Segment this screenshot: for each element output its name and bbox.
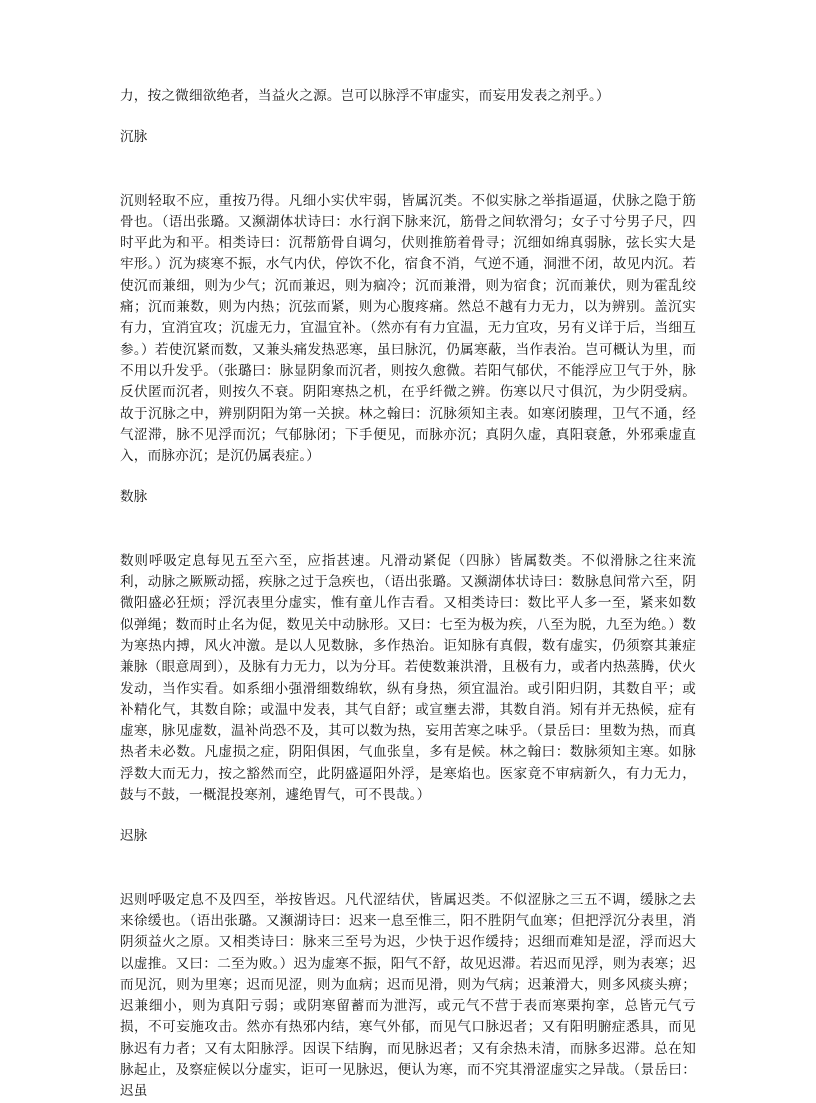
spacer (120, 509, 696, 551)
spacer (120, 107, 696, 127)
spacer (120, 806, 696, 826)
section-heading-shu-mai: 数脉 (120, 489, 148, 506)
section-body-chen-mai: 沉则轻取不应，重按乃得。凡细小实伏牢弱，皆属沉类。不似实脉之举指逼逼，伏脉之隐于筋骨也。（语出张璐。又濒湖体状诗曰：水行润下脉来沉，筋骨之间软滑匀；女子寸兮男子尺，四时平此为和平。相类诗曰：沉帮筋骨自调匀，伏则推筋着骨寻；沉细如绵真弱脉，弦长实大是牢形。）沉为痰寒不振，水气内伏，停饮不化，宿食不消，气逆不通，洞泄不闭，故见内沉。若使沉而兼细，则为少气；沉而兼迟，则为痼冷；沉而兼滑，则为宿食；沉而兼伏，则为霍乱绞痛；沉而兼数，则为内热；沉弦而紧，则为心腹疼痛。然总不越有力无力，以为辨别。盖沉实有力，宜消宜攻；沉虚无力，宜温宜补。（然亦有有力宜温，无力宜攻，另有义详于后，当细互参。）若使沉紧而数，又兼头痛发热恶寒，虽曰脉沉，仍属寒蔽，当作表治。岂可概认为里，而不用以升发乎。（张璐曰：脉显阴象而沉者，则按久愈微。若阳气郁伏，不能浮应卫气于外，脉反伏匿而沉者，则按久不衰。阴阳寒热之机，在乎纤微之辨。伤寒以尺寸俱沉，为少阴受病。故于沉脉之中，辨别阴阳为第一关捩。林之翰曰：沉脉须知主表。如寒闭腠理，卫气不通，经气涩滞，脉不见浮而沉；气郁脉闭；下手便见，而脉亦沉；真阴久虚，真阳衰惫，外邪乘虚直入，而脉亦沉；是沉仍属表症。） (120, 192, 696, 465)
section-body-chi-mai: 迟则呼吸定息不及四至，举按皆迟。凡代涩结伏，皆属迟类。不似涩脉之三五不调，缓脉之去来徐缓也。（语出张璐。又濒湖诗曰：迟来一息至惟三，阳不胜阴气血寒；但把浮沉分表里，消阴须益火之原。又相类诗曰：脉来三至号为迟，少快于迟作缓持；迟细而难知是涩，浮而迟大以虚推。又曰：二至为败。）迟为虚寒不振，阳气不舒，故见迟滞。若迟而见浮，则为表寒；迟而见沉，则为里寒；迟而见涩，则为血病；迟而见滑，则为气病；迟兼滑大，则多风痰头痹；迟兼细小，则为真阳亏弱；或阴寒留蓄而为泄泻，或元气不营于表而寒栗拘挛，总皆元气亏损，不可妄施攻击。然亦有热邪内结，寒气外郁，而见气口脉迟者；又有阳明腑症悉具，而见脉迟有力者；又有太阳脉浮。因误下结胸，而见脉迟者；又有余热未清，而脉多迟滞。总在知脉起止，及察症候以分虚实，讵可一见脉迟，便认为寒，而不究其滑涩虚实之异哉。（景岳曰：迟虽 (120, 891, 696, 1100)
spacer (120, 149, 696, 191)
spacer (120, 848, 696, 890)
intro-paragraph: 力，按之微细欲绝者，当益火之源。岂可以脉浮不审虚实，而妄用发表之剂乎。） (120, 88, 610, 104)
spacer (120, 467, 696, 487)
document-page (120, 86, 696, 1103)
section-heading-chen-mai: 沉脉 (120, 129, 148, 146)
section-body-shu-mai: 数则呼吸定息每见五至六至，应指甚速。凡滑动紧促（四脉）皆属数类。不似滑脉之往来流利，动脉之厥厥动摇，疾脉之过于急疾也，（语出张璐。又濒湖体状诗曰：数脉息间常六至，阴微阳盛必狂烦；浮沉表里分虚实，惟有童儿作吉看。又相类诗曰：数比平人多一至，紧来如数似弹绳；数而时止名为促，数见关中动脉形。又曰：七至为极为疾，八至为脱，九至为绝。）数为寒热内搏，风火冲激。是以人见数脉，多作热治。讵知脉有真假，数有虚实，仍须察其兼症兼脉（眼意周到），及脉有力无力，以为分耳。若使数兼洪滑，且极有力，或者内热蒸腾，伏火发动，当作实看。如系细小强滑细数绵软，纵有身热，须宜温治。或引阳归阴，其数自平；或补精化气，其数自除；或温中发表，其气自舒；或宣壅去滞，其数自消。矧有并无热候，症有虚寒，脉见虚数，温补尚恐不及，其可以数为热，妄用苦寒之味乎。（景岳曰：里数为热，而真热者未必数。凡虚损之症，阴阳俱困，气血张皇，多有是候。林之翰曰：数脉须知主寒。如脉浮数大而无力，按之豁然而空，此阴盛逼阳外浮，是寒焰也。医家竟不审病新久，有力无力，鼓与不鼓，一概混投寒剂，遽绝胃气，可不畏哉。） (120, 552, 696, 804)
section-heading-chi-mai: 迟脉 (120, 828, 148, 845)
